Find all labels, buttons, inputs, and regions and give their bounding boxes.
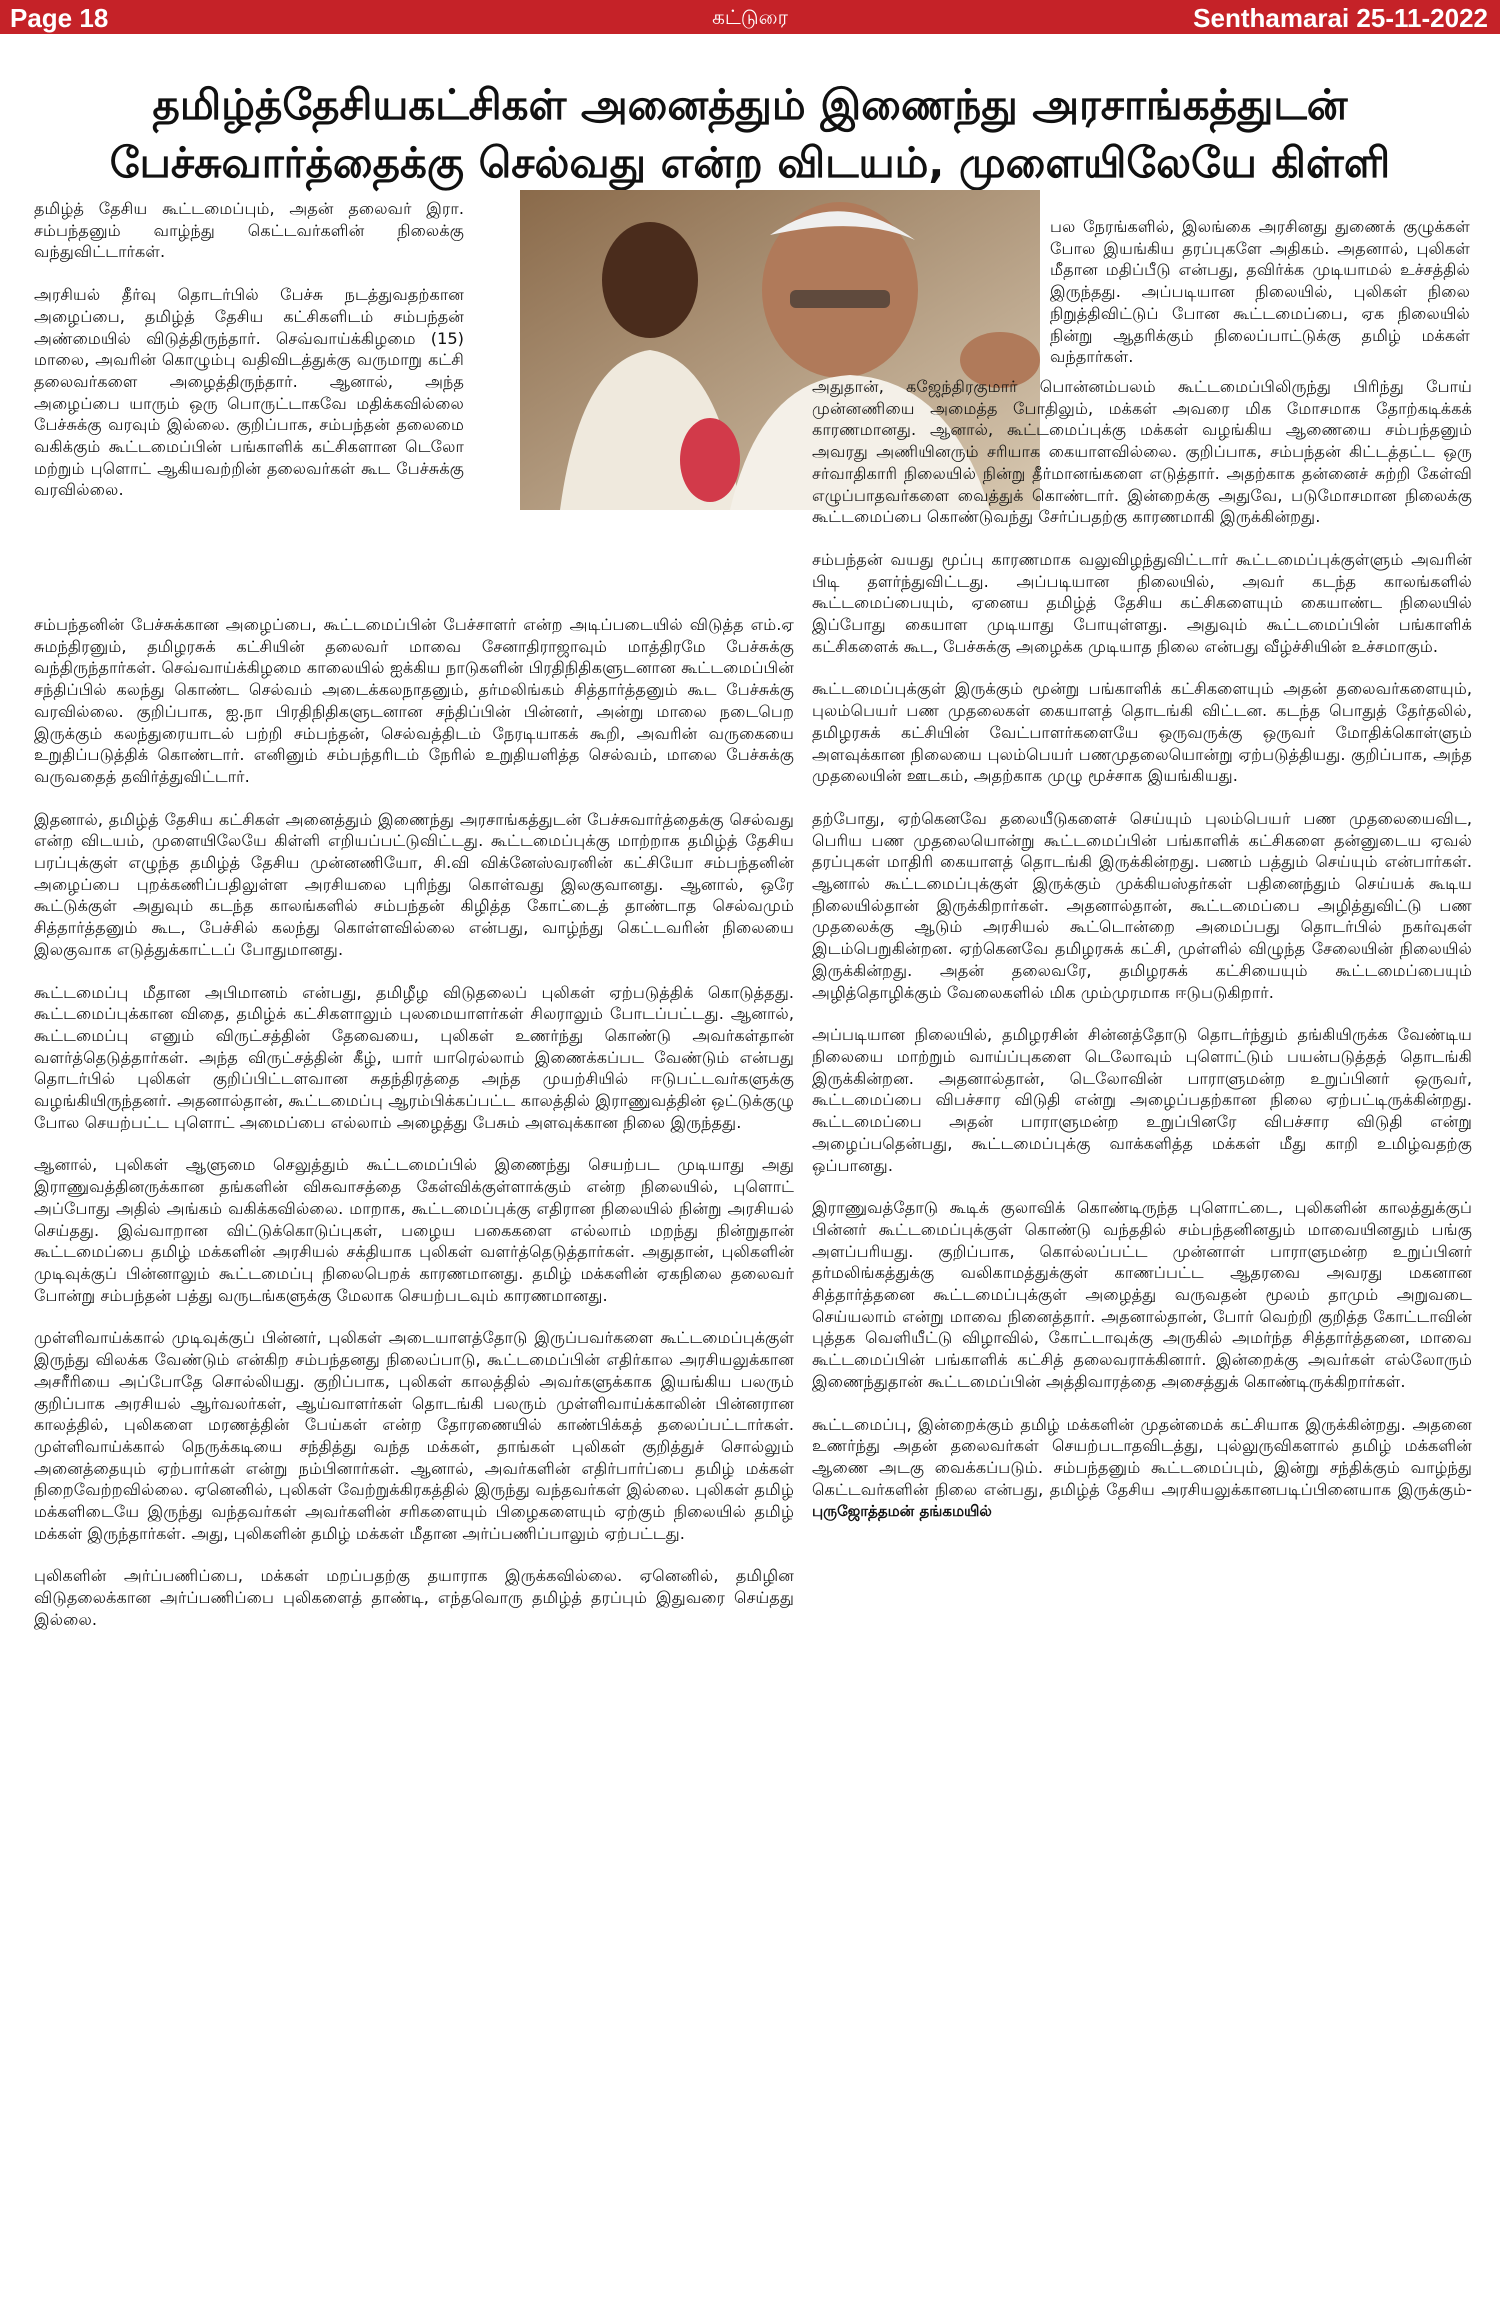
paragraph: இதனால், தமிழ்த் தேசிய கட்சிகள் அனைத்தும் இணைந்து அரசாங்கத்துடன் பேச்சுவார்த்தைக்கு செல்வது என்ற விடயம், முளையிலேயே கிள்ளி எறியப்பட்டுவிட்டது. கூட்டமைப்புக்கு மாற்றாக தமிழ்த் தேசிய பரப்புக்குள் எழுந்த தமிழ்த் தேசிய முன்னணியோ, சி.வி விக்னேஸ்வரனின் கட்சியோ சம்பந்தனின் அழைப்பை புறக்கணிப்பதிலுள்ள அரசியலை புரிந்து கொள்வது இலகுவானது. ஆனால், ஒரே கூட்டுக்குள் அதுவும் கடந்த காலங்களில் சம்பந்தன் கிழித்த கோட்டைத் தாண்டாத செல்வமும் சித்தார்த்தனும் கூட, பேச்சில் கலந்து கொள்ளவில்லை என்பது, வாழ்ந்து கெட்டவரின் நிலையை இலகுவாக எடுத்துக்காட்டப் போதுமானது. xyxy=(34,809,794,959)
paragraph: சம்பந்தன் வயது மூப்பு காரணமாக வலுவிழந்துவிட்டார் கூட்டமைப்புக்குள்ளும் அவரின் பிடி தளர்ந்துவிட்டது. அப்படியான நிலையில், அவர் கடந்த காலங்களில் கூட்டமைப்பையும், ஏனைய தமிழ்த் தேசிய கட்சிகளையும் கையாண்ட நிலையில் இப்போது கையாள முடியாது போயுள்ளது. அதுவும் கூட்டமைப்பின் பங்காளிக் கட்சிகளைக் கூட, பேச்சுக்கு அழைக்க முடியாத நிலை என்பது வீழ்ச்சியின் உச்சமாகும். xyxy=(812,549,1472,656)
paragraph-last xyxy=(812,1414,1472,1524)
right-top-column xyxy=(1050,216,1470,389)
paragraph: கூட்டமைப்பு மீதான அபிமானம் என்பது, தமிழீழ விடுதலைப் புலிகள் ஏற்படுத்திக் கொடுத்தது. கூட்டமைப்புக்கான விதை, தமிழ்க் கட்சிகளாலும் புலமையாளர்கள் சிலராலும் போடப்பட்டது. ஆனால், கூட்டமைப்பு எனும் விருட்சத்தின் தேவையை, புலிகள் உணர்ந்து கொண்டு அவர்கள்தான் வளர்த்தெடுத்தார்கள். அந்த விருட்சத்தின் கீழ், யார் யாரெல்லாம் இணைக்கப்பட வேண்டும் என்பது தொடர்பில் புலிகள் குறிப்பிட்டளவான சுதந்திரத்தை அந்த முயற்சியில் ஈடுபட்டவர்களுக்கு வழங்கியிருந்தனர். அதனால்தான், கூட்டமைப்பு ஆரம்பிக்கப்பட்ட காலத்தில் இராணுவத்தின் ஒட்டுக்குழு போல செயற்பட்ட புளொட் அமைப்பை எல்லாம் அழைத்து பேசும் அளவுக்கான நிலை இருந்தது. xyxy=(34,982,794,1132)
paragraph: கூட்டமைப்பு, இன்றைக்கும் தமிழ் மக்களின் முதன்மைக் கட்சியாக இருக்கின்றது. அதனை உணர்ந்து அதன் தலைவர்கள் செயற்படாதவிடத்து, புல்லுருவிகளால் தமிழ் மக்களின் ஆணை அடகு வைக்கப்படும். சம்பந்தனும் கூட்டமைப்பும், இன்று சந்திக்கும் வாழ்ந்து கெட்டவர்களின் நிலை என்பது, தமிழ்த் தேசிய அரசியலுக்கானபடிப்பினையாக இருக்கும்- xyxy=(812,1414,1472,1499)
masthead-date: Senthamarai 25-11-2022 xyxy=(1193,3,1488,33)
paragraph: புலிகளின் அர்ப்பணிப்பை, மக்கள் மறப்பதற்கு தயாராக இருக்கவில்லை. ஏனெனில், தமிழின விடுதலைக்கான அர்ப்பணிப்பை புலிகளைத் தாண்டி, எந்தவொரு தமிழ்த் தரப்பும் இதுவரை செய்தது இல்லை. xyxy=(34,1566,794,1629)
paragraph: தமிழ்த் தேசிய கூட்டமைப்பும், அதன் தலைவர் இரா. சம்பந்தனும் வாழ்ந்து கெட்டவர்களின் நிலைக்கு வந்துவிட்டார்கள். xyxy=(34,199,464,262)
left-top-column xyxy=(34,198,464,522)
paragraph: இராணுவத்தோடு கூடிக் குலாவிக் கொண்டிருந்த புளொட்டை, புலிகளின் காலத்துக்குப் பின்னர் கூட்டமைப்புக்குள் கொண்டு வந்ததில் சம்பந்தனினதும் மாவையினதும் பங்கு அளப்பரியது. குறிப்பாக, கொல்லப்பட்ட முன்னாள் பாராளுமன்ற உறுப்பினர் தர்மலிங்கத்துக்கு வலிகாமத்துக்குள் காணப்பட்ட ஆதரவை அவரது மகனான சித்தார்த்தனை கூட்டமைப்புக்குள் அழைத்து வருவதன் மூலம் தாமும் அறுவடை செய்யலாம் என்று மாவை நினைத்தார். அதனால்தான், போர் வெற்றி குறித்த கோட்டாவின் புத்தக வெளியீட்டு விழாவில், கோட்டாவுக்கு அருகில் அமர்ந்த சித்தார்த்தனை, மாவை கூட்டமைப்பின் பங்காளிக் கட்சித் தலைவராக்கினார். இன்றைக்கு அவர்கள் எல்லோரும் இணைந்துதான் கூட்டமைப்பின் அத்திவாரத்தை அசைத்துக் கொண்டிருக்கிறார்கள். xyxy=(812,1198,1472,1391)
page-number: Page 18 xyxy=(10,3,109,33)
paragraph: அரசியல் தீர்வு தொடர்பில் பேச்சு நடத்துவதற்கான அழைப்பை, தமிழ்த் தேசிய கட்சிகளிடம் சம்பந்தன் அண்மையில் விடுத்திருந்தார். செவ்வாய்க்கிழமை (15) மாலை, அவரின் கொழும்பு வதிவிடத்துக்கு வருமாறு கட்சி தலைவர்களை அழைத்திருந்தார். ஆனால், அந்த அழைப்பை யாரும் ஒரு பொருட்டாகவே மதிக்கவில்லை பேச்சுக்கு வரவும் இல்லை. குறிப்பாக, சம்பந்தன் தலைமை வகிக்கும் கூட்டமைப்பின் பங்காளிக் கட்சிகளான டெலோ மற்றும் புளொட் ஆகியவற்றின் தலைவர்கள் கூட பேச்சுக்கு வரவில்லை. xyxy=(34,285,464,500)
right-main-column xyxy=(812,376,1472,1544)
left-main-column xyxy=(34,614,794,1652)
author-byline: புருஜோத்தமன் தங்கமயில் xyxy=(812,1502,992,1521)
paragraph: கூட்டமைப்புக்குள் இருக்கும் மூன்று பங்காளிக் கட்சிகளையும் அதன் தலைவர்களையும், புலம்பெயர் பண முதலைகள் கையாளத் தொடங்கி விட்டன. கடந்த பொதுத் தேர்தலில், தமிழரசுக் கட்சியின் வேட்பாளர்களையே ஒருவருக்கு ஒருவர் மோதிக்கொள்ளும் அளவுக்கான நிலையை புலம்பெயர் பணமுதலையொன்று ஏற்படுத்தியது. குறிப்பாக, அந்த முதலையின் ஊடகம், அதற்காக முழு மூச்சாக இயங்கியது. xyxy=(812,679,1472,786)
paragraph: தற்போது, ஏற்கெனவே தலையீடுகளைச் செய்யும் புலம்பெயர் பண முதலையைவிட, பெரிய பண முதலையொன்று கூட்டமைப்பின் பங்காளிக் கட்சிகளை தன்னுடைய ஏவல் தரப்புகள் மாதிரி கையாளத் தொடங்கி இருக்கின்றது. பணம் பத்தும் செய்யும் என்பார்கள். ஆனால் கூட்டமைப்புக்குள் இருக்கும் முக்கியஸ்தர்கள் பதினைந்தும் செய்யக் கூடிய நிலையில்தான் இருக்கிறார்கள். அதனால்தான், கூட்டமைப்பை அழித்துவிட்டு பண முதலைக்கு ஆடும் அரசியல் கூட்டொன்றை அமைப்பது தொடர்பில் நகர்வுகள் இடம்பெறுகின்றன. ஏற்கெனவே தமிழரசுக் கட்சி, முள்ளில் விழுந்த சேலையின் நிலையில் இருக்கின்றது. அதன் தலைவரே, தமிழரசுக் கட்சியையும் கூட்டமைப்பையும் அழித்தொழிக்கும் வேலைகளில் மிக மும்முரமாக ஈடுபடுகிறார். xyxy=(812,808,1472,1002)
section-label: கட்டுரை xyxy=(712,5,788,29)
page-header-bar xyxy=(0,0,1500,34)
paragraph: அப்படியான நிலையில், தமிழரசின் சின்னத்தோடு தொடர்ந்தும் தங்கியிருக்க வேண்டிய நிலையை மாற்றும் வாய்ப்புகளை டெலோவும் புளொட்டும் பயன்படுத்தத் தொடங்கி இருக்கின்றன. அதனால்தான், டெலோவின் பாராளுமன்ற உறுப்பினர் ஒருவர், கூட்டமைப்பை விபச்சார விடுதி என்று அழைப்பதற்கான நிலை ஏற்பட்டிருக்கின்றது. கூட்டமைப்பை அதன் பாராளுமன்ற உறுப்பினரே விபச்சார விடுதி என்று அழைப்பதென்பது, கூட்டமைப்புக்கு வாக்களித்த மக்கள் மீது காறி உமிழ்வதற்கு ஒப்பானது. xyxy=(812,1025,1472,1175)
paragraph: பல நேரங்களில், இலங்கை அரசினது துணைக் குழுக்கள் போல இயங்கிய தரப்புகளே அதிகம். அதனால், புலிகள் மீதான மதிப்பீடு என்பது, தவிர்க்க முடியாமல் உச்சத்தில் இருந்தது. அப்படியான நிலையில், புலிகள் நிலை நிறுத்திவிட்டுப் போன கூட்டமைப்பை, ஏக நிலையில் நின்று ஆதரிக்கும் நிலைப்பாட்டுக்கு தமிழ் மக்கள் வந்தார்கள். xyxy=(1050,217,1470,367)
paragraph: ஆனால், புலிகள் ஆளுமை செலுத்தும் கூட்டமைப்பில் இணைந்து செயற்பட முடியாது அது இராணுவத்தினருக்கான தங்களின் விசுவாசத்தை கேள்விக்குள்ளாக்கும் என்ற நிலையில், புளொட் அப்போது அதில் அங்கம் வகிக்கவில்லை. மாறாக, கூட்டமைப்புக்கு எதிரான நிலையில் நின்று அரசியல் செய்தது. இவ்வாறான விட்டுக்கொடுப்புகள், பழைய பகைகளை எல்லாம் மறந்து நின்றுதான் கூட்டமைப்பை தமிழ் மக்களின் அரசியல் சக்தியாக புலிகள் வளர்த்தெடுத்தார்கள். அதுதான், புலிகளின் முடிவுக்குப் பின்னாலும் கூட்டமைப்பு நிலைபெறக் காரணமானது. தமிழ் மக்களின் ஏகநிலை தலைவர் போன்று சம்பந்தன் பத்து வருடங்களுக்கு மேலாக செயற்படவும் காரணமானது. xyxy=(34,1155,794,1305)
article-headline: தமிழ்த்தேசியகட்சிகள் அனைத்தும் இணைந்து அரசாங்கத்துடன் பேச்சுவார்த்தைக்கு செல்வது என்ற விடயம், முளையிலேயே கிள்ளி xyxy=(109,80,1391,188)
paragraph: சம்பந்தனின் பேச்சுக்கான அழைப்பை, கூட்டமைப்பின் பேச்சாளர் என்ற அடிப்படையில் விடுத்த எம்.ஏ சுமந்திரனும், தமிழரசுக் கட்சியின் தலைவர் மாவை சேனாதிராஜாவும் மாத்திரமே பேச்சுக்கு வந்திருந்தார்கள். செவ்வாய்க்கிழமை காலையில் ஐக்கிய நாடுகளின் பிரதிநிதிகளுடனான கூட்டமைப்பின் சந்திப்பில் கலந்து கொண்ட செல்வம் அடைக்கலநாதனும், தர்மலிங்கம் சித்தார்த்தனும் கூட பேச்சுக்கு வரவில்லை. குறிப்பாக, ஐ.நா பிரதிநிதிகளுடனான சந்திப்பின் பின்னர், அன்று மாலை நடைபெற இருக்கும் கலந்துரையாடல் பற்றி சம்பந்தன், செல்வத்திடம் நேரடியாகக் கூறி, அவரின் வருகையை உறுதிப்படுத்திக் கொண்டார். எனினும் சம்பந்தரிடம் நேரில் உறுதியளித்த செல்வம், மாலை பேச்சுக்கு வருவதைத் தவிர்த்துவிட்டார். xyxy=(34,615,794,786)
paragraph: முள்ளிவாய்க்கால் முடிவுக்குப் பின்னர், புலிகள் அடையாளத்தோடு இருப்பவர்களை கூட்டமைப்புக்குள் இருந்து விலக்க வேண்டும் என்கிற சம்பந்தனது நிலைப்பாடு, கூட்டமைப்பின் எதிர்கால அரசியலுக்கான அசரீரியை அப்போதே சொல்லியது. குறிப்பாக, புலிகள் காலத்தில் அவர்களுக்காக இயங்கிய பலரும் குறிப்பாக அரசியல் ஆர்வலர்கள், ஆய்வாளர்கள் தொடங்கி பலரும் முள்ளிவாய்க்காலின் பின்னரான காலத்தில், புலிகளை மரணத்தின் பேய்கள் என்ற தோரணையில் காண்பிக்கத் தலைப்பட்டார்கள். முள்ளிவாய்க்கால் நெருக்கடியை சந்தித்து வந்த மக்கள், தாங்கள் புலிகள் குறித்துச் சொல்லும் அனைத்தையும் ஏற்பார்கள் என்று நம்பினார்கள். ஆனால், அவர்களின் எதிர்பார்ப்பை தமிழ் மக்கள் நிறைவேற்றவில்லை. ஏனெனில், புலிகள் வேற்றுக்கிரகத்தில் இருந்து வந்தவர்கள் இல்லை. புலிகள் தமிழ் மக்களிடையே இருந்து வந்தவர்கள் அவர்களின் சரிகளையும் பிழைகளையும் ஏற்கும் நிலையில் தமிழ் மக்கள் இருந்தார்கள். அது, புலிகளின் தமிழ் மக்கள் மீதான அர்ப்பணிப்பாலும் ஏற்பட்டது. xyxy=(34,1328,794,1543)
paragraph: அதுதான், கஜேந்திரகுமார் பொன்னம்பலம் கூட்டமைப்பிலிருந்து பிரிந்து போய் முன்னணியை அமைத்த போதிலும், மக்கள் அவரை மிக மோசமாக தோற்கடிக்கக் காரணமானது. ஆனால், கூட்டமைப்புக்கு மக்கள் வழங்கிய ஆணையை சம்பந்தனும் அவரது அணியினரும் சரியாக கையாளவில்லை. குறிப்பாக, சம்பந்தன் கிட்டத்தட்ட ஒரு சர்வாதிகாரி நிலையில் நின்று தீர்மானங்களை எடுத்தார். அதற்காக தன்னைச் சுற்றி கேள்வி எழுப்பாதவர்களை வைத்துக் கொண்டார். இன்றைக்கு அதுவே, படுமோசமான நிலைக்கு கூட்டமைப்பை கொண்டுவந்து சேர்ப்பதற்கு காரணமாகி இருக்கின்றது. xyxy=(812,377,1472,527)
